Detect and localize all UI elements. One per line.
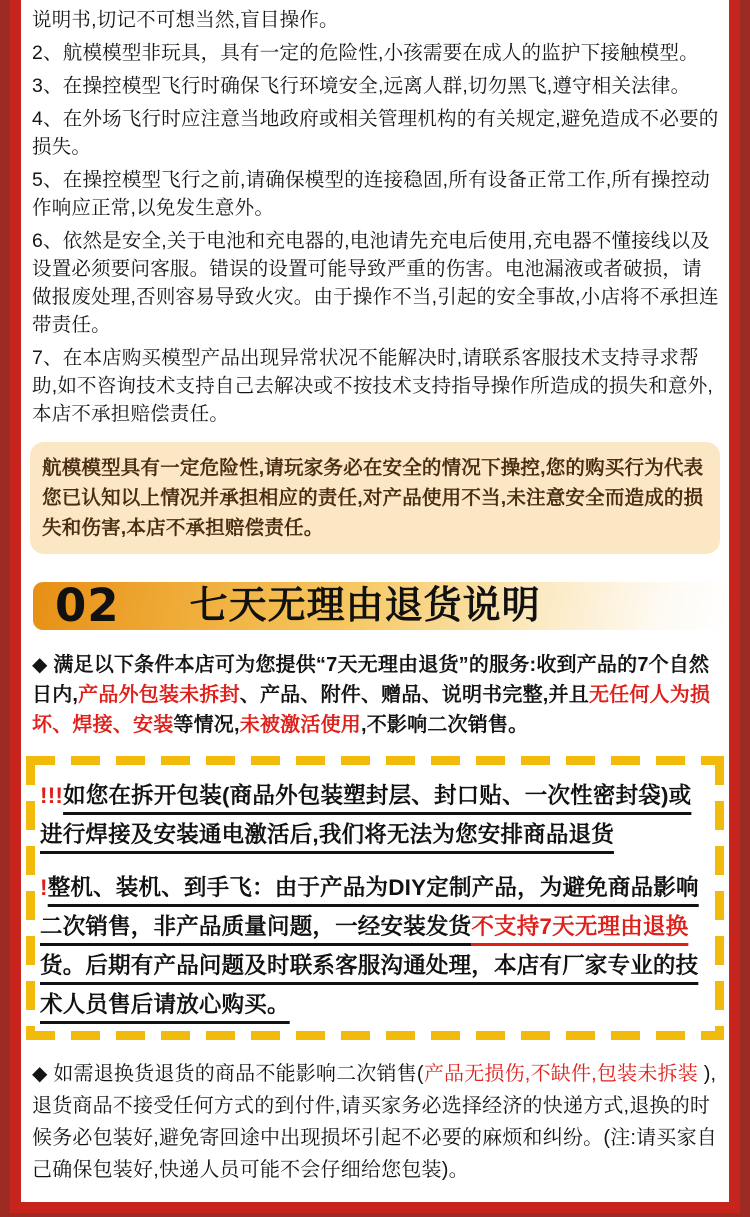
text-segment: 无任何人为损坏、焊接、安装 [32,684,711,736]
text-segment: 货。后期有产品问题及时联系客服沟通处理，本店有厂家专业的技术人员售后请放心购买。 [40,953,699,1017]
page-frame-inner [10,0,740,1213]
return-final-note [32,1058,719,1186]
dashed-border-right [715,756,724,1040]
text-segment: ,不影响二次销售。 [360,714,529,736]
text-segment: ◆ 满足以下条件本店可为您提供“7天无理由退货”的服务:收到产品的7个自然日内, [32,654,710,706]
dashed-border-left [26,756,35,1040]
section-02-banner [33,579,729,632]
safety-item-3: 3、在操控模型飞行时确保飞行环境安全,远离人群,切勿黑飞,遵守相关法律。 [32,75,691,97]
text-segment: 整机、装机、到手飞：由于产品为DIY定制产品，为避免商品影响二次销售，非产品质量问题，一经安装发货 [40,875,699,939]
text-segment: 不支持7天无理由退换 [471,914,689,939]
text-segment: 、产品、附件、赠品、说明书完整,并且 [239,684,589,706]
return-warning-dashed-box [26,756,724,1040]
text-segment: 产品外包装未拆封 [78,684,240,706]
safety-instructions-list [21,0,729,428]
text-segment: 未被激活使用 [239,714,361,736]
safety-item-4: 4、在外场飞行时应注意当地政府或相关管理机构的有关规定,避免造成不必要的损失。 [32,108,719,158]
text-segment: !!! [40,783,64,808]
hazard-disclaimer-box [30,442,720,554]
warning-block-assembly [40,868,710,1024]
dashed-border-top [26,756,724,765]
safety-item-2: 2、航模模型非玩具，具有一定的危险性,小孩需要在成人的监护下接触模型。 [32,42,699,64]
text-segment: 等情况, [173,714,240,736]
section-number: 02 [55,579,120,632]
dashed-border-bottom [26,1031,724,1040]
product-policy-page [21,0,729,1202]
text-segment: ! [40,875,48,900]
warning-block-unpacking [40,776,710,854]
text-segment: 如您在拆开包装(商品外包装塑封层、封口贴、一次性密封袋)或进行焊接及安装通电激活后,我们将无法为您安排商品退货 [40,783,692,847]
hazard-disclaimer-text: 航模模型具有一定危险性,请玩家务必在安全的情况下操控,您的购买行为代表您已认知以上情况并承担相应的责任,对产品使用不当,未注意安全而造成的损失和伤害,本店不承担赔偿责任。 [42,457,704,539]
safety-item-7: 7、在本店购买模型产品出现异常状况不能解决时,请联系客服技术支持寻求帮助,如不咨询技术支持自己去解决或不按技术支持指导操作所造成的损失和意外,本店不承担赔偿责任。 [32,347,714,425]
safety-item-6: 6、依然是安全,关于电池和充电器的,电池请先充电后使用,充电器不懂接线以及设置必须要问客服。错误的设置可能导致严重的伤害。电池漏液或者破损，请做报废处理,否则容易导致火灾。由于操作不当,引起的安全事故,小店将不承担连带责任。 [32,230,719,336]
text-segment: ◆ 如需退换货退货的商品不能影响二次销售( [32,1063,424,1085]
text-segment: ),退货商品不接受任何方式的到付件,请买家务必选择经济的快递方式,退换的时候务必包装好,避免寄回途中出现损坏引起不必要的麻烦和纠纷。(注:请买家自己确保包装好,快递人员可能不会仔细给您包装)。 [32,1063,717,1181]
safety-item-1-continued: 说明书,切记不可想当然,盲目操作。 [32,9,339,31]
safety-item-5: 5、在操控模型飞行之前,请确保模型的连接稳固,所有设备正常工作,所有操控动作响应正常,以免发生意外。 [32,169,710,219]
section-title: 七天无理由退货说明 [189,585,541,627]
return-policy-intro [32,650,719,740]
text-segment: 产品无损伤,不缺件,包装未拆装 [423,1063,698,1085]
